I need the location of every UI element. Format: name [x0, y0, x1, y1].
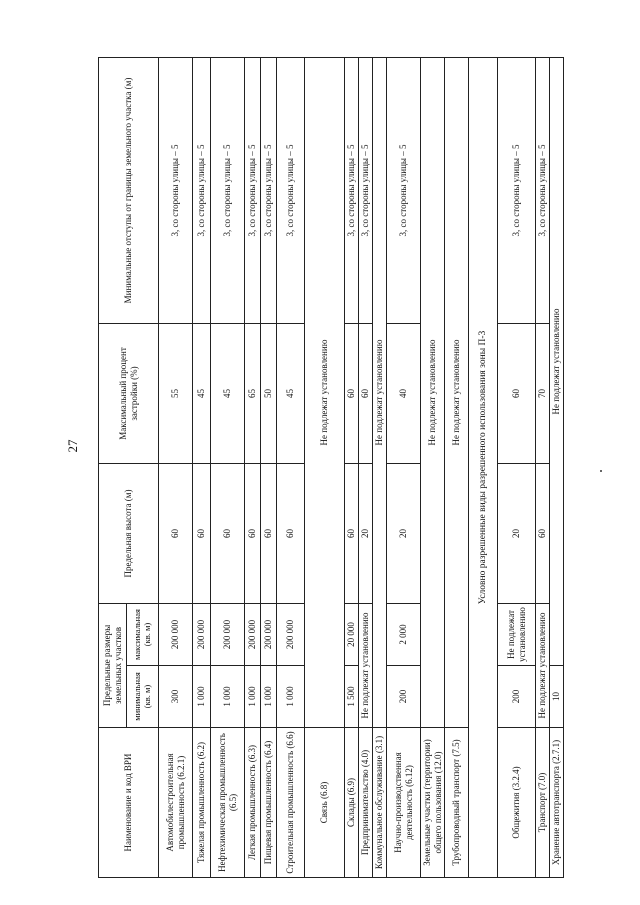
cell-max: 200 000: [193, 604, 211, 666]
cell-max: Не подлежат установлению: [498, 604, 536, 666]
cell-max: 200 000: [261, 604, 277, 666]
cell-percent: 45: [277, 324, 305, 464]
table-row: [193, 58, 211, 878]
table-row: [345, 58, 359, 878]
cell-min: 200: [387, 666, 421, 728]
scan-speck: [600, 470, 602, 472]
cell-rest: Не подлежат установлению: [550, 58, 564, 666]
cell-min: 1 000: [245, 666, 261, 728]
cell-min: 1 000: [277, 666, 305, 728]
cell-setback: 3, со стороны улицы – 5: [193, 58, 211, 324]
cell-percent: 60: [498, 324, 536, 464]
cell-name: Пищевая промышленность (6.4): [261, 728, 277, 878]
header-setback: Минимальные отступы от границы земельного участка (м): [99, 58, 159, 324]
table-row: [359, 58, 373, 878]
table-row: [159, 58, 193, 878]
table-row: [387, 58, 421, 878]
cell-min: 1 000: [261, 666, 277, 728]
cell-height: 60: [261, 464, 277, 604]
header-percent: Максимальный процент застройки (%): [99, 324, 159, 464]
cell-min: 10: [550, 666, 564, 728]
section-row: [469, 58, 498, 878]
header-min: минимальная (кв. м): [127, 666, 159, 728]
cell-max: 200 000: [211, 604, 245, 666]
cell-height: 60: [277, 464, 305, 604]
cell-minmax: Не подлежат установлению: [536, 604, 550, 728]
cell-setback: 3, со стороны улицы – 5: [245, 58, 261, 324]
cell-height: 20: [498, 464, 536, 604]
cell-max: 20 000: [345, 604, 359, 666]
cell-percent: 65: [245, 324, 261, 464]
cell-name: Нефтехимическая промышленность (6.5): [211, 728, 245, 878]
page-number: 27: [65, 439, 80, 453]
header-limits: Предельные размеры земельных участков: [99, 604, 127, 728]
cell-name: Легкая промышленность (6.3): [245, 728, 261, 878]
cell-height: 60: [193, 464, 211, 604]
cell-height: 60: [211, 464, 245, 604]
cell-percent: 60: [359, 324, 373, 464]
cell-name: Общежития (3.2.4): [498, 728, 536, 878]
cell-setback: 3, со стороны улицы – 5: [387, 58, 421, 324]
table-row: [550, 58, 564, 878]
cell-min: 300: [159, 666, 193, 728]
cell-height: 60: [345, 464, 359, 604]
cell-height: 60: [536, 464, 550, 604]
cell-setback: 3, со стороны улицы – 5: [345, 58, 359, 324]
cell-name: Тяжелая промышленность (6.2): [193, 728, 211, 878]
cell-setback: 3, со стороны улицы – 5: [536, 58, 550, 324]
cell-name: Земельные участки (территории) общего пользования (12.0): [421, 728, 445, 878]
header-height: Предельная высота (м): [99, 464, 159, 604]
cell-max: 200 000: [277, 604, 305, 666]
cell-percent: 45: [193, 324, 211, 464]
cell-merged: Не подлежат установлению: [373, 58, 387, 728]
cell-name: Научно-производственная деятельность (6.12): [387, 728, 421, 878]
cell-name: Автомобилестроительная промышленность (6.2.1): [159, 728, 193, 878]
cell-percent: 55: [159, 324, 193, 464]
table-row: [445, 58, 469, 878]
cell-name: Коммунальное обслуживание (3.1): [373, 728, 387, 878]
cell-percent: 70: [536, 324, 550, 464]
cell-merged: Не подлежат установлению: [445, 58, 469, 728]
section-title: Условно разрешенные виды разрешенного использования зоны П-3: [469, 58, 498, 878]
cell-max: 2 000: [387, 604, 421, 666]
table-row: [536, 58, 550, 878]
cell-max: 200 000: [159, 604, 193, 666]
cell-min: 1 000: [193, 666, 211, 728]
table-row: [305, 58, 345, 878]
cell-name: Транспорт (7.0): [536, 728, 550, 878]
cell-min: 1 500: [345, 666, 359, 728]
cell-name: Строительная промышленность (6.6): [277, 728, 305, 878]
cell-name: Склады (6.9): [345, 728, 359, 878]
cell-max: 200 000: [245, 604, 261, 666]
cell-minmax: Не подлежат установлению: [359, 604, 373, 728]
cell-percent: 50: [261, 324, 277, 464]
header-name: Наименование и код ВРИ: [99, 728, 159, 878]
cell-height: 60: [245, 464, 261, 604]
cell-setback: 3, со стороны улицы – 5: [359, 58, 373, 324]
cell-setback: 3, со стороны улицы – 5: [211, 58, 245, 324]
cell-height: 60: [159, 464, 193, 604]
table-row: [261, 58, 277, 878]
table-row: [421, 58, 445, 878]
rotated-table-container: [98, 58, 562, 878]
cell-setback: 3, со стороны улицы – 5: [498, 58, 536, 324]
cell-name: Хранение автотранспорта (2.7.1): [550, 728, 564, 878]
table-row: [245, 58, 261, 878]
table-row: [373, 58, 387, 878]
zoning-parameters-table: [98, 57, 564, 878]
cell-min: 200: [498, 666, 536, 728]
cell-name: Предпринимательство (4.0): [359, 728, 373, 878]
cell-setback: 3, со стороны улицы – 5: [261, 58, 277, 324]
cell-setback: 3, со стороны улицы – 5: [159, 58, 193, 324]
table-row: [498, 58, 536, 878]
cell-height: 20: [387, 464, 421, 604]
cell-merged: Не подлежат установлению: [305, 58, 345, 728]
cell-percent: 60: [345, 324, 359, 464]
table-row: [211, 58, 245, 878]
cell-min: 1 000: [211, 666, 245, 728]
table-row: [277, 58, 305, 878]
cell-name: Связь (6.8): [305, 728, 345, 878]
cell-name: Трубопроводный транспорт (7.5): [445, 728, 469, 878]
cell-percent: 40: [387, 324, 421, 464]
header-max: максимальная (кв. м): [127, 604, 159, 666]
cell-percent: 45: [211, 324, 245, 464]
cell-setback: 3, со стороны улицы – 5: [277, 58, 305, 324]
cell-merged: Не подлежат установлению: [421, 58, 445, 728]
cell-height: 20: [359, 464, 373, 604]
